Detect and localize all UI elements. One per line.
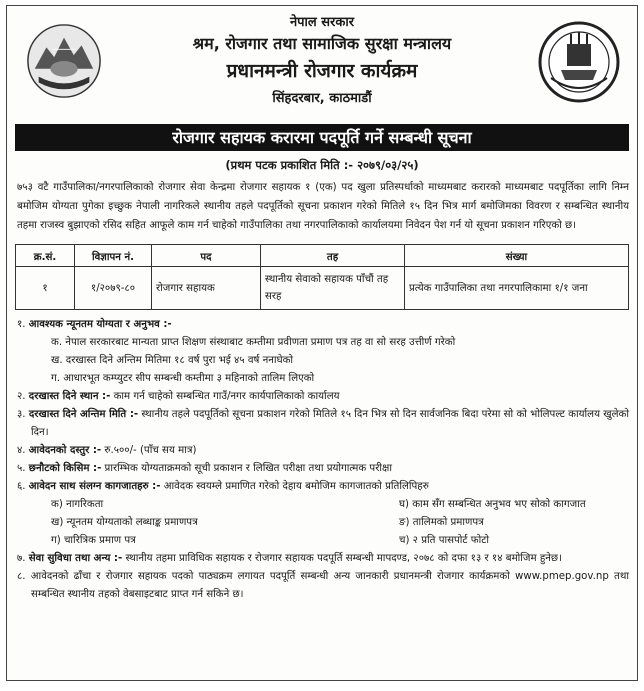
item-text: आवेदक स्वयम्ले प्रमाणित गरेको देहाय बमोजिम कागजातको प्रतिलिपिहरु <box>160 481 429 492</box>
list-item <box>17 442 629 460</box>
item-title: दरखास्त दिने स्थान :- <box>28 391 111 402</box>
item-title: आवेदन साथ संलग्न कागजातहरु :- <box>28 481 161 492</box>
item-text: स्थानीय तहमा प्राविधिक सहायक र रोजगार सहायक पदपूर्ति सम्बन्धी मापदण्ड, २०७८ को दफा १३ र १४ बमोजिम हुनेछ। <box>122 553 562 564</box>
item-text: स्थानीय तहले पदपूर्तिको सूचना प्रकाशन गरेको मितिले १५ दिन भित्र सो दिन सार्वजनिक बिदा परेमा सो को भोलिपल्ट कार्यालय खुलेको दिन। <box>31 409 629 438</box>
vacancy-table <box>15 244 629 310</box>
publication-date: (प्रथम पटक प्रकाशित मिति :- २०७९/०३/२५) <box>225 158 419 172</box>
sub-item: ख. दरखास्त दिने अन्तिम मितिमा १८ वर्ष पुरा भई ४५ वर्ष ननाघेको <box>51 355 294 366</box>
item-number: २. <box>17 391 26 402</box>
table-header: विज्ञापन नं. <box>75 245 152 267</box>
item-title: छनौटको किसिम :- <box>28 463 102 474</box>
sub-item: ग. आधारभूत कम्प्युटर सीप सम्बन्धी कम्तीमा ३ महिनाको तालिम लिएको <box>51 373 315 384</box>
item-text: आवेदनको ढाँचा र रोजगार सहायक पदको पाठ्यक्रम लगायत पदपूर्ति सम्बन्धी अन्य जानकारी प्रधानमन्त्री रोजगार कार्यक्रमको www.pmep.gov.np तथा सम्बन्धित स्थानीय तहको वेबसाइटबाट प्राप्त गर्न सकिने छ। <box>30 571 629 600</box>
item-number: ८. <box>17 571 26 582</box>
header-line-location: सिंहदरबार, काठमाडौं <box>272 91 372 106</box>
sub-item: च) २ प्रति पासपोर्ट फोटो <box>399 535 490 546</box>
table-row <box>16 267 629 310</box>
list-item <box>17 478 629 496</box>
item-text: रु.५००/- (पाँच सय मात्र) <box>101 445 197 456</box>
list-item <box>17 388 629 406</box>
item-title: आवश्यक न्यूनतम योग्यता र अनुभव :- <box>28 319 172 330</box>
table-header: तह <box>261 245 405 267</box>
item-number: ५. <box>17 463 26 474</box>
sub-item: क) नागरिकता <box>51 499 104 510</box>
documents-grid <box>17 496 629 550</box>
intro-paragraph: ७५३ वटै गाउँपालिका/नगरपालिकाको रोजगार सेवा केन्द्रमा रोजगार सहायक १ (एक) पद खुला प्रतिस्पर्धाको माध्यमबाट करारको माध्यमबाट पदपूर्तिका लागि निम्न बमोजिम योग्यता पुगेका इच्छुक नेपाली नागरिकले स्थानीय तहले पदपूर्तिको सूचना प्रकाशन गरेको मितिले १५ दिन भित्र मार्ग बमोजिमका विवरण र सम्बन्धित स्थानीय तहमा राजस्व बुझाएको रसिद सहित आफूले काम गर्न चाहेको गाउँपालिका तथा नगरपालिकाको कार्यालयमा निवेदन पेश गर्न यो सूचना प्रकाशन गरिएको छ। <box>17 182 629 231</box>
list-item <box>17 316 629 334</box>
notice-page <box>6 5 638 681</box>
item-number: ६. <box>17 481 26 492</box>
requirements-list <box>17 316 629 604</box>
sub-item: ङ) तालिमको प्रमाणपत्र <box>399 517 484 528</box>
documents-left <box>17 496 399 550</box>
list-item <box>17 406 629 442</box>
table-header-row <box>16 245 629 267</box>
item-title: आवेदनको दस्तुर :- <box>28 445 102 456</box>
sub-item: ग) चारित्रिक प्रमाण पत्र <box>51 535 136 546</box>
item-text: काम गर्न चाहेको सम्बन्धित गाउँ/नगर कार्यपालिकाको कार्यालय <box>110 391 340 402</box>
sub-item: ख) न्यूनतम योग्यताको लब्धाङ्क प्रमाणपत्र <box>51 517 198 528</box>
notice-header <box>7 6 637 124</box>
item-text: प्रारम्भिक योग्यताक्रमको सूची प्रकाशन र लिखित परीक्षा तथा प्रयोगात्मक परीक्षा <box>101 463 392 474</box>
header-line-ministry: श्रम, रोजगार तथा सामाजिक सुरक्षा मन्त्रालय <box>192 34 452 53</box>
notice-title-banner: रोजगार सहायक करारमा पदपूर्ति गर्ने सम्बन्धी सूचना <box>15 124 629 151</box>
documents-right <box>399 496 629 550</box>
item-title: सेवा सुविधा तथा अन्य :- <box>28 553 123 564</box>
table-header: क्र.सं. <box>16 245 75 267</box>
table-header: संख्या <box>405 245 629 267</box>
table-cell-post: रोजगार सहायक <box>152 267 261 310</box>
table-header: पद <box>152 245 261 267</box>
program-logo-icon <box>537 20 621 104</box>
list-item <box>17 568 629 604</box>
item-number: १. <box>17 319 26 330</box>
list-item <box>17 550 629 568</box>
item-number: ४. <box>17 445 26 456</box>
table-cell-count: प्रत्येक गाउँपालिका तथा नगरपालिकामा १/१ जना <box>405 267 629 310</box>
table-cell-sn: १ <box>16 267 75 310</box>
table-cell-level: स्थानीय सेवाको सहायक पाँचौं तह सरह <box>261 267 405 310</box>
sub-item: क. नेपाल सरकारबाट मान्यता प्राप्त शिक्षण संस्थाबाट कम्तीमा प्रवीणता प्रमाण पत्र तह वा सो सरह उत्तीर्ण गरेको <box>51 337 456 348</box>
header-line-program: प्रधानमन्त्री रोजगार कार्यक्रम <box>226 60 418 82</box>
list-item <box>17 460 629 478</box>
item-title: दरखास्त दिने अन्तिम मिति :- <box>28 409 139 420</box>
header-line-govt: नेपाल सरकार <box>289 15 355 30</box>
sub-item: घ) काम सँग सम्बन्धित अनुभव भए सोको कागजात <box>399 499 586 510</box>
item-number: ७. <box>17 553 26 564</box>
item-number: ३. <box>17 409 26 420</box>
table-cell-adv-no: १/२०७९-८० <box>75 267 152 310</box>
